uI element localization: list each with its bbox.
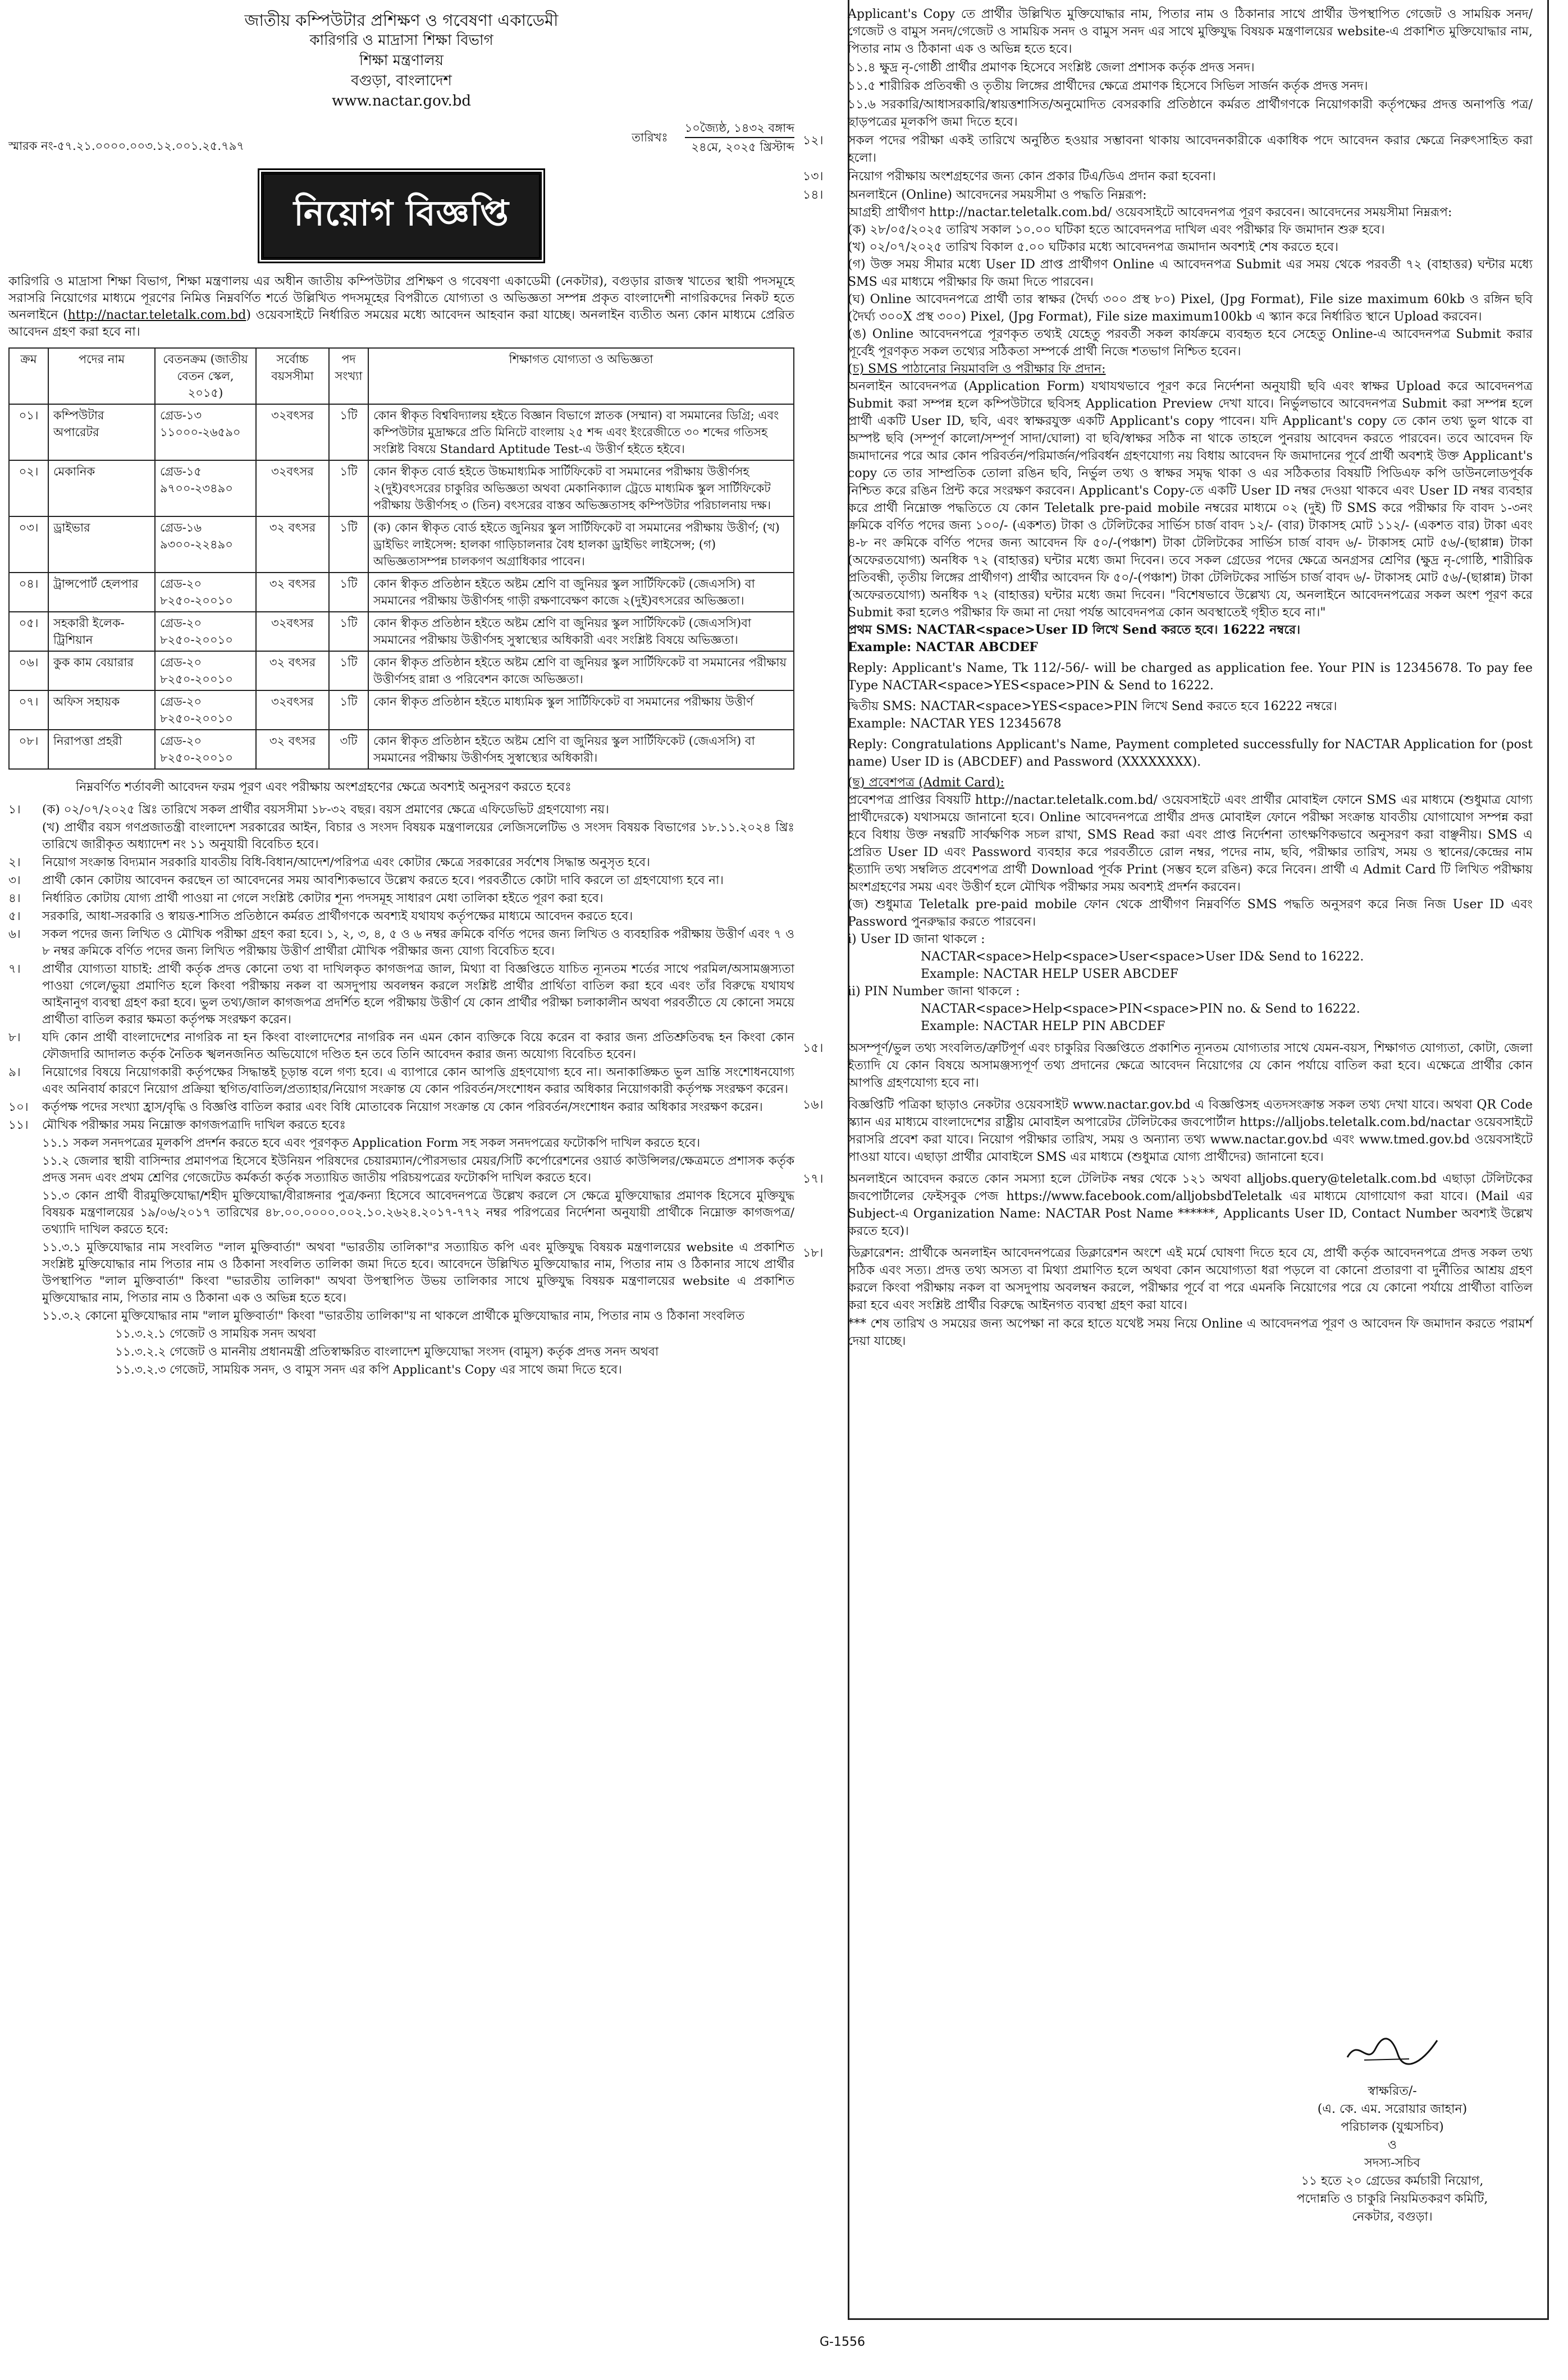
condition-text: যদি কোন প্রার্থী বাংলাদেশের নাগরিক না হন কিংবা বাংলাদেশের নাগরিক নন এমন কোন ব্যক্তিকে বিয়ে করেন বা করার জন্য প্রতিশ্রুতিবদ্ধ হন কিংবা কোন ফৌজদারি আদালত কর্তৃক নৈতিক স্খলনজনিত অভিযোগে দণ্ডিত হন তবে তিনি আবেদন করার জন্য অযোগ্য বিবেচিত হবেন।: [42, 1031, 794, 1061]
cond-11-5-text: ১১.৫ শারীরিক প্রতিবন্ধী ও তৃতীয় লিঙ্গের প্রার্থীদের ক্ষেত্রে প্রমাণক হিসেবে সিভিল সার্জন কর্তৃক প্রদত্ত সনদ।: [848, 79, 1368, 93]
date-label: তারিখঃ: [632, 131, 668, 144]
condition-number: [8, 820, 42, 853]
row-age-limit: ৩২ বৎসর: [256, 516, 329, 573]
cond-11-3-cont: Applicant's Copy তে প্রার্থীর উল্লিখিত মুক্তিযোদ্ধার নাম, পিতার নাম ও ঠিকানার সাথে প্রার্থীর উপস্থাপিত গেজেট ও সাময়িক সনদ/গেজেট ও বামুস সনদ/গেজেট ও সাময়িক সনদ ও বামুস সনদ এর সাথে মুক্তিযুদ্ধ বিষয়ক মন্ত্রণালয়ের website-এ প্রকাশিত মুক্তিযোদ্ধার নাম, পিতার নাম ও ঠিকানা এক ও অভিন্ন হতে হবে।: [848, 7, 1533, 56]
cond-18: [803, 1244, 1533, 1314]
row-qualification: কোন স্বীকৃত প্রতিষ্ঠান হইতে অষ্টম শ্রেণি বা জুনিয়র স্কুল সার্টিফিকেট (জেএসসি) বা সমমানের পরীক্ষায় উত্তীর্ণসহ সুস্বাস্থ্যের অধিকারী।: [368, 730, 794, 769]
row-serial: ০২।: [9, 460, 48, 516]
signer-designation: পরিচালক (যুগ্মসচিব): [1341, 2120, 1444, 2134]
condition-text: প্রার্থী কোন কোটায় আবেদন করছেন তা আবেদনের সময় আবশ্যিকভাবে উল্লেখ করতে হবে। পরবর্তীতে কোটা দাবি করলে তা গ্রহণযোগ্য হবে না।: [42, 873, 724, 887]
cond-12-number: ১২।: [803, 134, 824, 148]
row-post-name: কম্পিউটার অপারেটর: [48, 404, 155, 460]
condition-text: নির্ধারিত কোটায় যোগ্য প্রার্থী পাওয়া না গেলে সংশ্লিষ্ট কোটার শূন্য পদসমূহ সাধারণ মেধা তালিকা হইতে পূরণ করা হবে।: [42, 891, 604, 905]
condition-number: [8, 1362, 42, 1379]
row-post-name: কুক কাম বেয়ারার: [48, 651, 155, 690]
recovery-text: (জ) শুধুমাত্র Teletalk pre-paid mobile ফোন থেকে প্রার্থীগণ নিম্নবর্ণিত SMS পদ্ধতি অনুসরণ করে নিজ নিজ User ID এবং Password পুনরুদ্ধার করতে পারবেন।: [848, 898, 1533, 929]
condition-item: [8, 1153, 794, 1187]
row-pay-scale: গ্রেড-২০ ৮২৫০-২০০১০: [155, 651, 256, 690]
notice-title: নিয়োগ বিজ্ঞপ্তি: [294, 193, 509, 234]
condition-number: [8, 1308, 42, 1325]
sms-rules-title: (চ) SMS পাঠানোর নিয়মাবলি ও পরীক্ষার ফি প্রদান:: [848, 362, 1106, 376]
condition-text: ১১.৩ কোন প্রার্থী বীরমুক্তিযোদ্ধা/শহীদ মুক্তিযোদ্ধা/বীরাঙ্গনার পুত্র/কন্যা হিসেবে আবেদনপত্রে উল্লেখ করলে সে ক্ষেত্রে মুক্তিযোদ্ধার প্রমাণক হিসেবে মুক্তিযুদ্ধ বিষয়ক মন্ত্রণালয়ের ১৯/০৬/২০১৭ তারিখের ৪৮.০০.০০০০.০০২.১০.২৬২৪.২০১৭-৭৭২ নম্বর পরিপত্রের নির্দেশনা অনুযায়ী প্রার্থীকে নিম্নোক্ত কাগজপত্র/তথ্যাদি দাখিল করতে হবে:: [42, 1189, 794, 1237]
cond-16-text: বিজ্ঞপ্তিটি পত্রিকা ছাড়াও নেকটার ওয়েবসাইট www.nactar.gov.bd এ বিজ্ঞপ্তিসহ এতদসংক্রান্ত সকল তথ্য দেখা যাবে। অথবা QR Code স্ক্যান এর মাধ্যমে বাংলাদেশের রাষ্ট্রীয় মোবাইল অপারেটর টেলিটকের জবপোর্টাল https://alljobs.teletalk.com.bd/nactar ওয়েবসাইটে সরাসরি প্রবেশ করা যাবে। নিয়োগ পরীক্ষার তারিখ, সময় ও অন্যান্য তথ্য www.nactar.gov.bd এবং www.tmed.gov.bd ওয়েবসাইটে পাওয়া যাবে। এছাড়া প্রার্থীর মোবাইলে SMS এর মাধ্যমে (শুধুমাত্র যোগ্য প্রার্থীদের) জানানো হবে।: [848, 1098, 1533, 1164]
left-column: [8, 10, 794, 1380]
cond-11-cont: [803, 6, 1533, 58]
cond-11-4: [803, 59, 1533, 76]
row-age-limit: ৩২ বৎসর: [256, 730, 329, 769]
condition-text: ১১.৩.২ কোনো মুক্তিযোদ্ধার নাম "লাল মুক্তিবার্তা" কিংবা "ভারতীয় তালিকা"য় না থাকলে প্রার্থীকে মুক্তিযোদ্ধার নাম, পিতার নাম ও ঠিকানা সংবলিত: [42, 1309, 745, 1323]
condition-text: ১১.৩.১ মুক্তিযোদ্ধার নাম সংবলিত "লাল মুক্তিবার্তা" অথবা "ভারতীয় তালিকা"র সত্যায়িত কপি এবং মুক্তিযুদ্ধ বিষয়ক মন্ত্রণালয়ের website এ প্রকাশিত সংশ্লিষ্ট মুক্তিযোদ্ধার নাম পিতার নাম ও ঠিকানা সংবলিত তালিকা জমা দিতে হবে। আবেদনে উল্লিখিত মুক্তিযোদ্ধার নাম, পিতার নাম ও ঠিকানার সাথে প্রার্থীর উপস্থাপিত "লাল মুক্তিবার্তা" কিংবা "ভারতীয় তালিকা" অথবা উপস্থাপিত উভয় তালিকার সাথে মুক্তিযুদ্ধ বিষয়ক মন্ত্রণালয়ের website এ প্রকাশিত মুক্তিযোদ্ধার নাম, পিতার নাম ও ঠিকানা এক ও অভিন্ন হতে হবে।: [42, 1241, 794, 1305]
row-qualification: কোন স্বীকৃত বোর্ড হইতে উচ্চমাধ্যমিক সার্টিফিকেট বা সমমানের পরীক্ষায় উত্তীর্ণসহ ২(দুই)বৎসরের চাকুরির অভিজ্ঞতা অথবা মেকানিক্যাল ট্রেডে মাধ্যমিক স্কুল সার্টিফিকেট পরীক্ষায় উত্তীর্ণসহ ৩ (তিন) বৎসরের বাস্তব অভিজ্ঞতাসহ কম্পিউটার পরিচালনায় দক্ষ।: [368, 460, 794, 516]
row-qualification: কোন স্বীকৃত প্রতিষ্ঠান হইতে অষ্টম শ্রেণি বা জুনিয়র স্কুল সার্টিফিকেট বা সমমানের পরীক্ষায় উত্তীর্ণসহ রান্না ও পরিবেশন কাজে অভিজ্ঞতা।: [368, 651, 794, 690]
row-age-limit: ৩২ বৎসর: [256, 651, 329, 690]
row-post-name: মেকানিক: [48, 460, 155, 516]
cond-14: [803, 186, 1533, 1035]
condition-text: ১১.৩.২.৩ গেজেট, সাময়িক সনদ, ও বামুস সনদ এর কপি Applicant's Copy এর সাথে জমা দিতে হবে।: [115, 1363, 622, 1377]
row-post-count: ১টি: [329, 612, 368, 651]
committee-line-2: পদোন্নতি ও চাকুরি নিয়মিতকরণ কমিটি,: [1296, 2192, 1488, 2206]
second-sms-example: Example: NACTAR YES 12345678: [848, 717, 1062, 731]
condition-item: [8, 1362, 794, 1379]
cond-17-text: অনলাইনে আবেদন করতে কোন সমস্যা হলে টেলিটক নম্বর থেকে ১২১ অথবা alljobs.query@teletalk.com.bd এছাড়া টেলিটকের জবপোর্টালের ফেইসবুক পেজ https://www.facebook.com/alljobsbdTeletalk এর মাধ্যমে যোগাযোগ করা যাবে। (Mail এর Subject-এ Organization Name: NACTAR Post Name ******, Applicants User ID, Contact Number অবশ্যই উল্লেখ করতে হবে)।: [848, 1172, 1533, 1238]
row-post-count: ১টি: [329, 690, 368, 730]
condition-item: [8, 1135, 794, 1152]
row-age-limit: ৩২বৎসর: [256, 612, 329, 651]
condition-text: সকল পদের জন্য লিখিত ও মৌখিক পরীক্ষা গ্রহণ করা হবে। ১, ২, ৩, ৪, ৫ ও ৬ নম্বর ক্রমিকে বর্ণিত পদের জন্য লিখিত ও ব্যবহারিক পরীক্ষায় উত্তীর্ণ এবং ৭ ও ৮ নম্বর ক্রমিকে বর্ণিত পদের জন্য লিখিত পরীক্ষায় উত্তীর্ণ প্রার্থীরা মৌখিক পরীক্ষার জন্য যোগ্য বিবেচিত হবে।: [42, 927, 794, 958]
row-pay-scale: গ্রেড-১৫ ৯৭০০-২৩৪৯০: [155, 460, 256, 516]
cond-13-number: ১৩।: [803, 170, 824, 184]
condition-item: [8, 1117, 794, 1134]
signer-role: সদস্য-সচিব: [1364, 2156, 1420, 2170]
row-qualification: (ক) কোন স্বীকৃত বোর্ড হইতে জুনিয়র স্কুল সার্টিফিকেট বা সমমানের পরীক্ষায় উত্তীর্ণ; (খ) ড্রাইভিং লাইসেন্স: হালকা গাড়িচালনার বৈধ হালকা ড্রাইভিং লাইসেন্স; (গ) অভিজ্ঞতাসম্পন্ন চালকগণ অগ্রাধিকার পাবেন।: [368, 516, 794, 573]
signer-name: (এ. কে. এম. সরোয়ার জাহান): [1317, 2102, 1468, 2116]
condition-text: নিয়োগ সংক্রান্ত বিদ্যমান সরকারি যাবতীয় বিধি-বিধান/আদেশ/পরিপত্র এবং কোটার ক্ষেত্রে সরকারের সর্বশেষ সিদ্ধান্ত অনুসৃত হবে।: [42, 855, 650, 869]
condition-item: [8, 890, 794, 907]
apply-link[interactable]: http://nactar.teletalk.com.bd: [67, 308, 246, 322]
condition-number: [8, 1153, 42, 1187]
table-row: [9, 690, 794, 730]
condition-item: [8, 1239, 794, 1307]
committee-line-3: নেকটার, বগুড়া।: [1352, 2210, 1433, 2224]
row-serial: ০৫।: [9, 612, 48, 651]
row-pay-scale: গ্রেড-২০ ৮২৫০-২০০১০: [155, 690, 256, 730]
location: বগুড়া, বাংলাদেশ: [351, 72, 452, 89]
cond-13-text: নিয়োগ পরীক্ষায় অংশগ্রহণের জন্য কোন প্রকার টিএ/ডিএ প্রদান করা হবেনা।: [848, 170, 1216, 184]
website-link[interactable]: www.nactar.gov.bd: [332, 93, 471, 109]
condition-number: [8, 1344, 42, 1361]
second-sms: দ্বিতীয় SMS: NACTAR<space>YES<space>PIN লিখে Send করতে হবে 16222 নম্বরে।: [848, 699, 1337, 713]
row-serial: ০১।: [9, 404, 48, 460]
condition-item: [8, 1344, 794, 1361]
condition-item: [8, 1064, 794, 1098]
condition-number: ৩।: [8, 873, 21, 887]
verify-before-submit: (ঙ) Online আবেদনপত্রে পূরণকৃত তথ্যই যেহেতু পরবর্তী সকল কার্যক্রমে ব্যবহৃত হবে সেহেতু Online-এ আবেদনপত্র Submit করার পূর্বেই পূরণকৃত সকল তথ্যের সঠিকতা সম্পর্কে প্রার্থী নিজে শতভাগ নিশ্চিত হবেন।: [848, 327, 1533, 359]
condition-text: ১১.১ সকল সনদপত্রের মূলকপি প্রদর্শন করতে হবে এবং পূরণকৃত Application Form সহ সকল সনদপত্রের ফটোকপি দাখিল করতে হবে।: [42, 1136, 701, 1150]
row-post-count: ১টি: [329, 516, 368, 573]
condition-number: ৪।: [8, 891, 21, 905]
intro-text: কারিগরি ও মাদ্রাসা শিক্ষা বিভাগ, শিক্ষা মন্ত্রণালয় এর অধীন জাতীয় কম্পিউটার প্রশিক্ষণ ও গবেষণা একাডেমী (নেকটার), বগুড়ার রাজস্ব খাতের স্থায়ী পদসমূহে সরাসরি নিয়োগের মাধ্যমে পূরণের নিমিত্ত নিম্নবর্ণিত শর্তে উল্লিখিত পদসমূহের বিপরীতে যোগ্যতা ও অভিজ্ঞতা সম্পন্ন প্রকৃত বাংলাদেশী নাগরিকদের নিকট হতে অনলাইনে (: [8, 274, 794, 322]
cond-14-number: ১৪।: [803, 188, 824, 202]
condition-text: প্রার্থীর যোগ্যতা যাচাই: প্রার্থী কর্তৃক প্রদত্ত কোনো তথ্য বা দাখিলকৃত কাগজপত্র জাল, মিথ্যা বা বিজ্ঞপ্তিতে যাচিত ন্যূনতম শর্তের সাথে পরমিল/অসামঞ্জস্যতা পাওয়া গেলে/ভুয়া প্রমাণিত হলে কিংবা পরীক্ষায় নকল বা অসদুপায় অবলম্বন করলে সংশ্লিষ্ট প্রার্থীর প্রার্থিতা বাতিল করা হবে এবং তাঁর বিরুদ্ধে যথাযথ আইনানুগ ব্যবস্থা গ্রহণ করা হবে। ভুল তথ্য/জাল কাগজপত্র প্রদর্শিত হলে পরীক্ষায় উত্তীর্ণ যে কোন প্রার্থীর পরীক্ষা চলাকালীন অথবা পরবর্তীতে যে কোনো সময়ে প্রার্থীতা বাতিল করার ক্ষমতা কর্তৃপক্ষ সংরক্ষণ করেন।: [42, 962, 794, 1027]
conditions-title: নিম্নবর্ণিত শর্তাবলী আবেদন ফরম পূরণ এবং পরীক্ষায় অংশগ্রহণের ক্ষেত্রে অবশ্যই অনুসরণ করতে হবেঃ: [76, 780, 572, 794]
row-post-name: সহকারী ইলেক-ট্রিশিয়ান: [48, 612, 155, 651]
signature-mark: [1342, 2026, 1443, 2071]
condition-number: ৯।: [8, 1065, 21, 1079]
cond-17: [803, 1170, 1533, 1240]
cond-11-4-text: ১১.৪ ক্ষুদ্র নৃ-গোষ্ঠী প্রার্থীর প্রমাণক হিসেবে সংশ্লিষ্ট জেলা প্রশাসক কর্তৃক প্রদত্ত সনদ।: [848, 61, 1255, 75]
condition-text: নিয়োগের বিষয়ে নিয়োগকারী কর্তৃপক্ষের সিদ্ধান্তই চূড়ান্ত বলে গণ্য হবে। এ ব্যাপারে কোন আপত্তি গ্রহণযোগ্য হবে না। অনাকাঙ্ক্ষিত ভুল ভ্রান্তি সংশোধনযোগ্য এবং অনিবার্য কারণে নিয়োগ প্রক্রিয়া স্থগিত/বাতিল/প্রত্যাহার/নিয়োগ সংক্রান্ত যে কোন পরিবর্তন/সংশোধন করার অধিকার নিয়োগকারী কর্তৃপক্ষ সংরক্ষণ করেন।: [42, 1065, 794, 1096]
table-row: [9, 460, 794, 516]
condition-item: [8, 872, 794, 889]
row-age-limit: ৩২বৎসর: [256, 690, 329, 730]
condition-item: [8, 854, 794, 871]
condition-text: ১১.৩.২.১ গেজেট ও সাময়িক সনদ অথবা: [115, 1327, 317, 1341]
table-row: [9, 573, 794, 612]
row-serial: ০৬।: [9, 651, 48, 690]
col-scale: বেতনক্রম (জাতীয় বেতন স্কেল, ২০১৫): [155, 348, 256, 404]
row-pay-scale: গ্রেড-২০ ৮২৫০-২০০১০: [155, 730, 256, 769]
condition-number: ৫।: [8, 909, 21, 923]
condition-number: ৭।: [8, 962, 21, 976]
intro-paragraph: [8, 273, 794, 341]
row-pay-scale: গ্রেড-১৬ ৯৩০০-২২৪৯০: [155, 516, 256, 573]
pin-recovery-example: Example: NACTAR HELP PIN ABCDEF: [921, 1019, 1165, 1033]
condition-number: ৮।: [8, 1031, 21, 1045]
row-post-count: ১টি: [329, 404, 368, 460]
photo-sign-spec: (ঘ) Online আবেদনপত্রে প্রার্থী তার স্বাক্ষর (দৈর্ঘ্য ৩০০ প্রস্থ ৮০) Pixel, (Jpg Format), File size maximum 60kb ও রঙ্গিন ছবি (দৈর্ঘ্য ৩০০X প্রস্থ ৩০০) Pixel, (Jpg Format), File size maximum100kb এ স্ক্যান করে নির্ধারিত স্থানে Upload করবেন।: [848, 292, 1533, 324]
col-post: পদের নাম: [48, 348, 155, 404]
admit-card-text: প্রবেশপত্র প্রাপ্তির বিষয়টি http://nactar.teletalk.com.bd/ ওয়েবসাইটে এবং প্রার্থীর মোবাইল ফোনে SMS এর মাধ্যমে (শুধুমাত্র যোগ্য প্রার্থীদেরকে) যথাসময়ে জানানো হবে। Online আবেদনপত্রে প্রার্থীর প্রদত্ত মোবাইল ফোনে পরীক্ষা সংক্রান্ত যাবতীয় যোগাযোগ সম্পন্ন করা হবে বিধায় উক্ত নম্বরটি সার্বক্ষণিক সচল রাখা, SMS Read করা এবং প্রাপ্ত নির্দেশনা তাৎক্ষণিকভাবে অনুসরণ করা বাঞ্ছনীয়। SMS এ প্রেরিত User ID এবং Password ব্যবহার করে পরবর্তীতে রোল নম্বর, পদের নাম, ছবি, পরীক্ষার তারিখ, সময় ও স্থানের/কেন্দ্রের নাম ইত্যাদি তথ্য সম্বলিত প্রবেশপত্র প্রার্থী Download পূর্বক Print (সম্ভব হলে রঙিন) করে নিবেন। প্রার্থী এ Admit Card টি লিখিত পরীক্ষায় অংশগ্রহণের সময় এবং উত্তীর্ণ হলে মৌখিক পরীক্ষার সময় অবশ্যই প্রদর্শন করবেন।: [848, 793, 1533, 894]
cond-17-number: ১৭।: [803, 1172, 824, 1186]
row-qualification: কোন স্বীকৃত প্রতিষ্ঠান হইতে মাধ্যমিক স্কুল সার্টিফিকেট বা সমমানের পরীক্ষায় উত্তীর্ণ: [368, 690, 794, 730]
final-note-text: *** শেষ তারিখ ও সময়ের জন্য অপেক্ষা না করে হাতে যথেষ্ট সময় নিয়ে Online এ আবেদনপত্র পূরণ ও আবেদন ফি জমাদান করতে পরামর্শ দেয়া যাচ্ছে।: [848, 1317, 1533, 1348]
intro-text-2: ) ওয়েবসাইটে নির্ধারিত সময়ের মধ্যে আবেদন আহবান করা যাচ্ছে। অনলাইন ব্যতীত অন্য কোন মাধ্যমে প্রেরিত আবেদন গ্রহণ করা হবে না।: [8, 308, 795, 339]
table-row: [9, 651, 794, 690]
condition-text: সরকারি, আধা-সরকারি ও স্বায়ত্ত-শাসিত প্রতিষ্ঠানে কর্মরত প্রার্থীগণকে অবশ্যই যথাযথ কর্তৃপক্ষের মাধ্যমে আবেদন করতে হবে।: [42, 909, 633, 923]
row-pay-scale: গ্রেড-২০ ৮২৫০-২০০১০: [155, 612, 256, 651]
row-pay-scale: গ্রেড-১৩ ১১০০০-২৬৫৯০: [155, 404, 256, 460]
row-post-name: অফিস সহায়ক: [48, 690, 155, 730]
second-sms-reply: Reply: Congratulations Applicant's Name, Payment completed successfully for NACTAR Application for (post name) User ID is (ABCDEF) and Password (XXXXXXXX).: [848, 738, 1533, 769]
row-post-count: ৩টি: [329, 730, 368, 769]
cond-13: [803, 168, 1533, 185]
col-count: পদ সংখ্যা: [329, 348, 368, 404]
pin-recovery-sms: NACTAR<space>Help<space>PIN<space>PIN no. & Send to 16222.: [921, 1002, 1360, 1016]
cond-11-5: [803, 77, 1533, 95]
online-apply-title: অনলাইনে (Online) আবেদনের সময়সীমা ও পদ্ধতি নিম্নরূপ:: [848, 188, 1147, 202]
col-age: সর্বোচ্চ বয়সসীমা: [256, 348, 329, 404]
condition-item: [8, 1029, 794, 1063]
signature-block: [1274, 2026, 1510, 2226]
condition-number: [8, 1188, 42, 1238]
signed-label: স্বাক্ষরিত/-: [1368, 2084, 1417, 2098]
condition-item: [8, 1188, 794, 1238]
row-serial: ০৭।: [9, 690, 48, 730]
division-name: কারিগরি ও মাদ্রাসা শিক্ষা বিভাগ: [309, 32, 493, 49]
condition-text: (খ) প্রার্থীর বয়স গণপ্রজাতন্ত্রী বাংলাদেশ সরকারের আইন, বিচার ও সংসদ বিষয়ক মন্ত্রণালয়ের লেজিসলেটিভ ও সংসদ বিষয়ক বিভাগের ১৮.১১.২০২৪ খ্রিঃ তারিখে জারীকৃত অধ্যাদেশ নং ১১ অনুযায়ী বিবেচিত হবে।: [42, 821, 794, 852]
cond-18-text: ডিক্লারেশন: প্রার্থীকে অনলাইন আবেদনপত্রের ডিক্লারেশন অংশে এই মর্মে ঘোষণা দিতে হবে যে, প্রার্থী কর্তৃক আবেদনপত্রে প্রদত্ত সকল তথ্য সঠিক এবং সত্য। প্রদত্ত তথ্য অসত্য বা মিথ্যা প্রমাণিত হলে অথবা কোন অযোগ্যতা ধরা পড়লে বা কোনো প্রতারণা বা দুর্নীতির আশ্রয় গ্রহণ করলে কিংবা পরীক্ষায় নকল বা অসদুপায় অবলম্বন করলে, পরীক্ষার পূর্বে বা পরে এমনকি নিয়োগের পরে যে কোনো পর্যায়ে প্রার্থীতা বাতিল করা হবে এবং সংশ্লিষ্ট প্রার্থীর বিরুদ্ধে আইনগত ব্যবস্থা গ্রহণ করা যাবে।: [848, 1246, 1533, 1312]
first-sms: প্রথম SMS: NACTAR<space>User ID লিখে Send করতে হবে। 16222 নম্বরে।: [848, 623, 1301, 637]
user-id-recovery-sms: NACTAR<space>Help<space>User<space>User ID& Send to 16222.: [921, 950, 1364, 964]
col-serial: ক্রম: [9, 348, 48, 404]
notice-title-box: [261, 172, 542, 260]
deadline-start: (ক) ২৮/০৫/২০২৫ তারিখ সকাল ১০.০০ ঘটিকা হতে আবেদনপত্র দাখিল এবং পরীক্ষার ফি জমাদান শুরু হবে।: [848, 223, 1385, 237]
deadline-end: (খ) ০২/০৭/২০২৫ তারিখ বিকাল ৫.০০ ঘটিকার মধ্যে আবেদনপত্র জমাদান অবশ্যই শেষ করতে হবে।: [848, 240, 1339, 254]
condition-item: [8, 1099, 794, 1116]
condition-text: ১১.৩.২.২ গেজেট ও মাননীয় প্রধানমন্ত্রী প্রতিস্বাক্ষরিত বাংলাদেশ মুক্তিযোদ্ধা সংসদ (বামুস) কর্তৃক প্রদত্ত সনদ অথবা: [115, 1345, 659, 1359]
row-pay-scale: গ্রেড-২০ ৮২৫০-২০০১০: [155, 573, 256, 612]
final-note: [803, 1315, 1533, 1350]
notice-code: G-1556: [820, 2335, 865, 2349]
row-age-limit: ৩২বৎসর: [256, 460, 329, 516]
row-serial: ০৮।: [9, 730, 48, 769]
condition-text: মৌখিক পরীক্ষার সময় নিম্নোক্ত কাগজপত্রাদি দাখিল করতে হবেঃ: [42, 1118, 346, 1132]
memo-ref: স্মারক নং-৫৭.২১.০০০০.০০৩.১২.০০১.২৫.৭৯৭: [8, 139, 245, 153]
condition-text: (ক) ০২/০৭/২০২৫ খ্রিঃ তারিখে সকল প্রার্থীর বয়সসীমা ১৮-৩২ বছর। বয়স প্রমাণের ক্ষেত্রে এফিডেভিট গ্রহণযোগ্য নয়।: [42, 803, 609, 817]
row-post-count: ১টি: [329, 651, 368, 690]
condition-number: [8, 1135, 42, 1152]
row-serial: ০৪।: [9, 573, 48, 612]
signer-and: ও: [1387, 2138, 1397, 2152]
first-sms-example: Example: NACTAR ABCDEF: [848, 640, 1038, 654]
col-qualification: শিক্ষাগত যোগ্যতা ও অভিজ্ঞতা: [368, 348, 794, 404]
row-post-count: ১টি: [329, 460, 368, 516]
admit-card-title: (ছ) প্রবেশপত্র (Admit Card):: [848, 776, 1004, 790]
cond-18-number: ১৮।: [803, 1246, 824, 1260]
condition-item: [8, 961, 794, 1028]
right-column: [803, 6, 1533, 1351]
condition-item: [8, 926, 794, 960]
condition-item: [8, 802, 794, 818]
row-post-name: নিরাপত্তা প্রহরী: [48, 730, 155, 769]
condition-number: [8, 1326, 42, 1343]
row-qualification: কোন স্বীকৃত প্রতিষ্ঠান হইতে অষ্টম শ্রেণি বা জুনিয়র স্কুল সার্টিফিকেট (জেএসসি)বা সমমানের পরীক্ষায় উত্তীর্ণসহ সুস্বাস্থ্যের অধিকারী এবং সংশ্লিষ্ট বিষয়ে অভিজ্ঞতা।: [368, 612, 794, 651]
table-row: [9, 516, 794, 573]
condition-number: ২।: [8, 855, 21, 869]
condition-item: [8, 908, 794, 925]
condition-number: [8, 1239, 42, 1307]
table-row: [9, 730, 794, 769]
row-serial: ০৩।: [9, 516, 48, 573]
condition-number: ১১।: [8, 1118, 29, 1132]
condition-item: [8, 820, 794, 853]
row-qualification: কোন স্বীকৃত প্রতিষ্ঠান হইতে অষ্টম শ্রেণি বা জুনিয়র স্কুল সার্টিফিকেট (জেএসসি) বা সমমানের পরীক্ষায় উত্তীর্ণসহ গাড়ী রক্ষণাবেক্ষণ কাজে ২(দুই)বৎসরের অভিজ্ঞতা।: [368, 573, 794, 612]
first-sms-reply: Reply: Applicant's Name, Tk 112/-56/- will be charged as application fee. Your PIN is 12345678. To pay fee Type NACTAR<space>YES<space>PIN & Send to 16222.: [848, 661, 1533, 693]
committee-line-1: ১১ হতে ২০ গ্রেডের কর্মচারী নিয়োগ,: [1301, 2174, 1484, 2188]
table-row: [9, 404, 794, 460]
cond-16: [803, 1096, 1533, 1166]
cond-15-number: ১৫।: [803, 1041, 824, 1055]
user-id-recovery-example: Example: NACTAR HELP USER ABCDEF: [921, 967, 1179, 981]
table-header-row: [9, 348, 794, 404]
date-bangla: ১০জ্যৈষ্ঠ, ১৪৩২ বঙ্গাব্দ: [685, 119, 794, 138]
fee-window: (গ) উক্ত সময় সীমার মধ্যে User ID প্রাপ্ত প্রার্থীগণ Online এ আবেদনপত্র Submit এর সময় থেকে পরবর্তী ৭২ (বাহাত্তর) ঘন্টার মধ্যে SMS এর মাধ্যমে পরীক্ষার ফি জমা দিতে পারবেন।: [848, 258, 1533, 289]
condition-item: [8, 1326, 794, 1343]
condition-text: ১১.২ জেলার স্থায়ী বাসিন্দার প্রমাণপত্র হিসেবে ইউনিয়ন পরিষদের চেয়ারম্যান/পৌরসভার মেয়র/সিটি কর্পোরেশনের ওয়ার্ড কাউন্সিলর/ক্ষেত্রমতে প্রশাসক কর্তৃক প্রদত্ত সনদ এবং প্রথম শ্রেণির গেজেটেড কর্মকর্তা কর্তৃক সত্যায়িত জাতীয় পরিচয়পত্রের ফটোকপি দাখিল করতে হবে।: [42, 1154, 794, 1185]
condition-item: [8, 1308, 794, 1325]
online-apply-desc: আগ্রহী প্রার্থীগণ http://nactar.teletalk.com.bd/ ওয়েবসাইটে আবেদনপত্র পূরণ করবেন। আবেদনের সময়সীমা নিম্নরূপ:: [848, 205, 1452, 219]
sms-rules-text: অনলাইন আবেদনপত্র (Application Form) যথাযথভাবে পূরণ করে নির্দেশনা অনুযায়ী ছবি এবং স্বাক্ষর Upload করে আবেদনপত্র Submit করা সম্পন্ন হলে কম্পিউটারে ছবিসহ Application Preview দেখা যাবে। নির্ভুলভাবে আবেদনপত্র Submit করা সম্পন্ন হলে প্রার্থী একটি User ID, ছবি, এবং স্বাক্ষরযুক্ত একটি Applicant's copy পাবেন। যদি Applicant's copy তে কোন তথ্য ভুল থাকে বা অস্পষ্ট ছবি (সম্পূর্ণ কালো/সম্পূর্ণ সাদা/ঘোলা) বা ছবি/স্বাক্ষর সঠিক না থাকে তাহলে পুনরায় আবেদন করতে পারবেন। তবে আবেদন ফি জমাদানের পরে আর কোন পরিবর্তন/পরিমার্জন/পরিবর্ধন গ্রহণযোগ্য নয় বিধায় আবেদন ফি জমাদানের পূর্বে প্রার্থী অবশ্যই উক্ত Applicant's copy তে তার সাম্প্রতিক তোলা রঙিন ছবি, নির্ভুল তথ্য ও স্বাক্ষর সমৃদ্ধ থাকা ও এর সঠিকতার বিষয়টি পিডিএফ কপি ডাউনলোডপূর্বক নিশ্চিত করে রঙিন প্রিন্ট করে সংরক্ষণ করবেন। Applicant's Copy-তে একটি User ID নম্বর দেওয়া থাকবে এবং User ID নম্বর ব্যবহার করে প্রার্থী নিম্নোক্ত পদ্ধতিতে যে কোন Teletalk pre-paid mobile নম্বরের মাধ্যমে ০২ (দুই) টি SMS করে পরীক্ষার ফি বাবদ ১-৩নং ক্রমিকে বর্ণিত পদের জন্য ১০০/- (একশত) টাকা ও টেলিটকের সার্ভিস চার্জ বাবদ ১২/- (বার) টাকাসহ মোট ১১২/- (একশত বার) টাকা এবং ৪-৮ নং ক্রমিকে বর্ণিত পদের জন্য আবেদন ফি ৫০/-(পঞ্চাশ) টাকা টেলিটকের সার্ভিস চার্জ বাবদ ৬/- টাকাসহ মোট ৫৬/-(ছাপ্পান্ন) টাকা (অফেরতযোগ্য) অনধিক ৭২ (বাহাত্তর) ঘন্টার মধ্যে জমা দিবেন। তবে সকল গ্রেডের পদের ক্ষেত্রে অনগ্রসর শ্রেণির (ক্ষুদ্র নৃ-গোষ্ঠি, শারীরিক প্রতিবন্ধী, তৃতীয় লিঙ্গের প্রার্থীগণ) প্রার্থীর আবেদন ফি ৫০/-(পঞ্চাশ) টাকা টেলিটকের সার্ভিস চার্জ বাবদ ৬/- টাকাসহ মোট ৫৬/-(ছাপ্পান্ন) টাকা (অফেরতযোগ্য) অনধিক ৭২ (বাহাত্তর) ঘন্টার মধ্যে জমা দিবেন। "বিশেষভাবে উল্লেখ্য যে, অনলাইনে আবেদনপত্রের সকল অংশ পূরণ করে Submit করা হলেও পরীক্ষার ফি জমা না দেয়া পর্যন্ত আবেদনপত্র কোন অবস্থাতেই গৃহীত হবে না।": [848, 379, 1533, 620]
pin-recovery-title: ii) PIN Number জানা থাকলে :: [848, 985, 1020, 999]
vacancy-table: [8, 347, 794, 770]
row-post-name: ট্রান্সপোর্ট হেলপার: [48, 573, 155, 612]
condition-number: ৬।: [8, 927, 21, 941]
memo-line: [8, 119, 794, 156]
cond-16-number: ১৬।: [803, 1098, 824, 1112]
cond-12: [803, 132, 1533, 167]
ministry-name: শিক্ষা মন্ত্রণালয়: [359, 52, 444, 69]
condition-number: ১০।: [8, 1100, 29, 1114]
cond-11-6-text: ১১.৬ সরকারি/আধাসরকারি/স্বায়ত্তশাসিত/অনুমোদিত বেসরকারি প্রতিষ্ঠানে কর্মরত প্রার্থীগণকে নিয়োগকারী কর্তৃপক্ষের প্রদত্ত অনাপত্তি পত্র/ছাড়পত্রের মূলকপি জমা দিতে হবে।: [848, 98, 1533, 129]
letterhead: [8, 10, 794, 111]
row-post-name: ড্রাইভার: [48, 516, 155, 573]
org-name: জাতীয় কম্পিউটার প্রশিক্ষণ ও গবেষণা একাডেমী: [244, 11, 559, 30]
cond-11-6: [803, 96, 1533, 131]
row-post-count: ১টি: [329, 573, 368, 612]
row-age-limit: ৩২বৎসর: [256, 404, 329, 460]
condition-number: ১।: [8, 803, 21, 817]
condition-text: কর্তৃপক্ষ পদের সংখ্যা হ্রাস/বৃদ্ধি ও বিজ্ঞপ্তি বাতিল করার এবং বিধি মোতাবেক নিয়োগ সংক্রান্ত যে কোন পরিবর্তন/সংশোধন করার অধিকার সংরক্ষণ করেন।: [42, 1100, 763, 1114]
cond-15: [803, 1040, 1533, 1092]
row-qualification: কোন স্বীকৃত বিশ্ববিদ্যালয় হইতে বিজ্ঞান বিভাগে স্নাতক (সম্মান) বা সমমানের ডিগ্রি; এবং কম্পিউটার মুদ্রাক্ষরে প্রতি মিনিটে বাংলায় ২৫ শব্দ এবং ইংরেজীতে ৩০ শব্দের গতিসহ সংশ্লিষ্ট বিষয়ে Standard Aptitude Test-এ উত্তীর্ণ হইতে হইবে।: [368, 404, 794, 460]
conditions-list: [8, 802, 794, 1379]
cond-15-text: অসম্পূর্ণ/ভুল তথ্য সংবলিত/ত্রুটিপূর্ণ এবং চাকুরির বিজ্ঞপ্তিতে প্রকাশিত ন্যূনতম যোগ্যতার সাথে যেমন-বয়স, শিক্ষাগত যোগ্যতা, কোটা, জেলা ইত্যাদি যে কোন বিষয়ে অসামঞ্জস্যপূর্ণ তথ্য প্রদানের ক্ষেত্রে আবেদন নিয়োগের যে কোন পর্যায়ে বাতিল করা হবে। এক্ষেত্রে প্রার্থীর কোন আপত্তি গ্রহণযোগ্য হবে না।: [848, 1041, 1533, 1090]
user-id-recovery-title: i) User ID জানা থাকলে :: [848, 932, 985, 946]
row-age-limit: ৩২ বৎসর: [256, 573, 329, 612]
cond-12-text: সকল পদের পরীক্ষা একই তারিখে অনুষ্ঠিত হওয়ার সম্ভাবনা থাকায় আবেদনকারীকে একাধিক পদে আবেদন করার ক্ষেত্রে নিরুৎসাহিত করা হলো।: [848, 134, 1533, 165]
date-english: ২৪মে, ২০২৫ খ্রিস্টাব্দ: [691, 140, 794, 154]
table-row: [9, 612, 794, 651]
